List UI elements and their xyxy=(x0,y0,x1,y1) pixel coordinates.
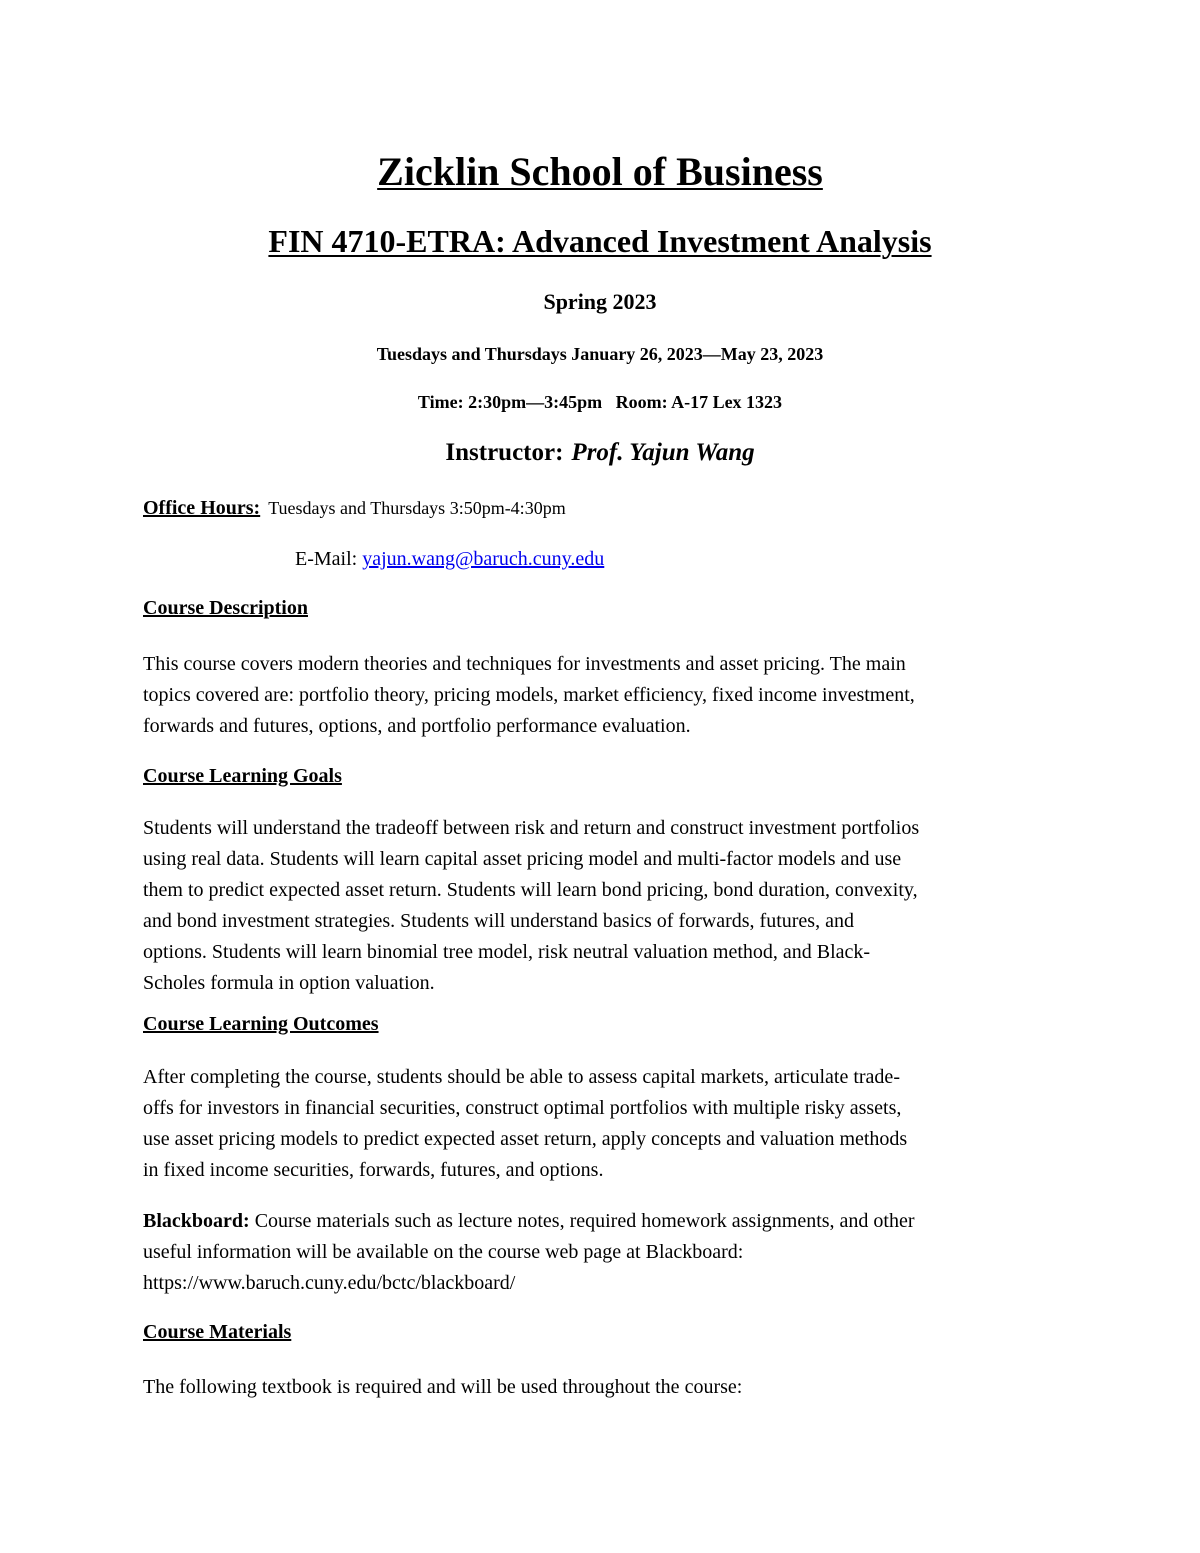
course-materials-text xyxy=(143,1372,1073,1403)
blackboard-label: Blackboard: xyxy=(143,1210,250,1232)
email-label: E-Mail: xyxy=(295,548,363,570)
blackboard-text: Course materials such as lecture notes, required homework assignments, and other xyxy=(249,1210,915,1232)
paragraph-line: Students will understand the tradeoff between risk and return and construct investment portfolios xyxy=(143,817,920,839)
course-materials-heading: Course Materials xyxy=(143,1321,292,1343)
paragraph-line: useful information will be available on the course web page at Blackboard: xyxy=(143,1241,744,1263)
paragraph-line: in fixed income securities, forwards, futures, and options. xyxy=(143,1159,604,1181)
email-link[interactable]: yajun.wang@baruch.cuny.edu xyxy=(362,548,605,570)
schedule: Tuesdays and Thursdays January 26, 2023—May 23, 2023 xyxy=(376,344,824,364)
office-hours xyxy=(143,497,566,520)
paragraph-line: offs for investors in financial securities, construct optimal portfolios with multiple risky assets, xyxy=(143,1097,902,1119)
instructor xyxy=(0,439,1200,467)
email-row xyxy=(295,548,604,571)
instructor-label: Instructor: xyxy=(445,439,564,466)
paragraph-line: topics covered are: portfolio theory, pricing models, market efficiency, fixed income investment, xyxy=(143,684,915,706)
term: Spring 2023 xyxy=(543,289,657,314)
paragraph-line: Scholes formula in option valuation. xyxy=(143,972,435,994)
office-hours-value: Tuesdays and Thursdays 3:50pm-4:30pm xyxy=(268,498,566,518)
office-hours-label: Office Hours: xyxy=(143,497,261,519)
learning-goals-heading: Course Learning Goals xyxy=(143,765,342,787)
paragraph-line: After completing the course, students should be able to assess capital markets, articulate trade- xyxy=(143,1066,900,1088)
course-description-text xyxy=(143,649,1073,742)
course-description-heading: Course Description xyxy=(143,597,308,619)
learning-outcomes-text xyxy=(143,1062,1073,1186)
instructor-name: Prof. Yajun Wang xyxy=(571,439,755,466)
school-title: Zicklin School of Business xyxy=(377,149,823,194)
paragraph-line: them to predict expected asset return. Students will learn bond pricing, bond duration, convexity, xyxy=(143,879,918,901)
paragraph-line xyxy=(143,1206,1073,1237)
paragraph-line: use asset pricing models to predict expected asset return, apply concepts and valuation methods xyxy=(143,1128,908,1150)
paragraph-line: using real data. Students will learn capital asset pricing model and multi-factor models and use xyxy=(143,848,902,870)
paragraph-line: This course covers modern theories and techniques for investments and asset pricing. The main xyxy=(143,653,906,675)
time-room: Time: 2:30pm—3:45pm Room: A-17 Lex 1323 xyxy=(417,392,783,412)
paragraph-line: options. Students will learn binomial tree model, risk neutral valuation method, and Black- xyxy=(143,941,871,963)
learning-outcomes-heading: Course Learning Outcomes xyxy=(143,1013,379,1035)
blackboard-paragraph xyxy=(143,1206,1073,1299)
paragraph-line: The following textbook is required and will be used throughout the course: xyxy=(143,1376,743,1398)
course-title: FIN 4710-ETRA: Advanced Investment Analysis xyxy=(268,223,932,259)
paragraph-line: and bond investment strategies. Students will understand basics of forwards, futures, and xyxy=(143,910,854,932)
blackboard-url[interactable]: https://www.baruch.cuny.edu/bctc/blackboard/ xyxy=(143,1272,516,1294)
learning-goals-text xyxy=(143,813,1073,999)
paragraph-line: forwards and futures, options, and portfolio performance evaluation. xyxy=(143,715,691,737)
